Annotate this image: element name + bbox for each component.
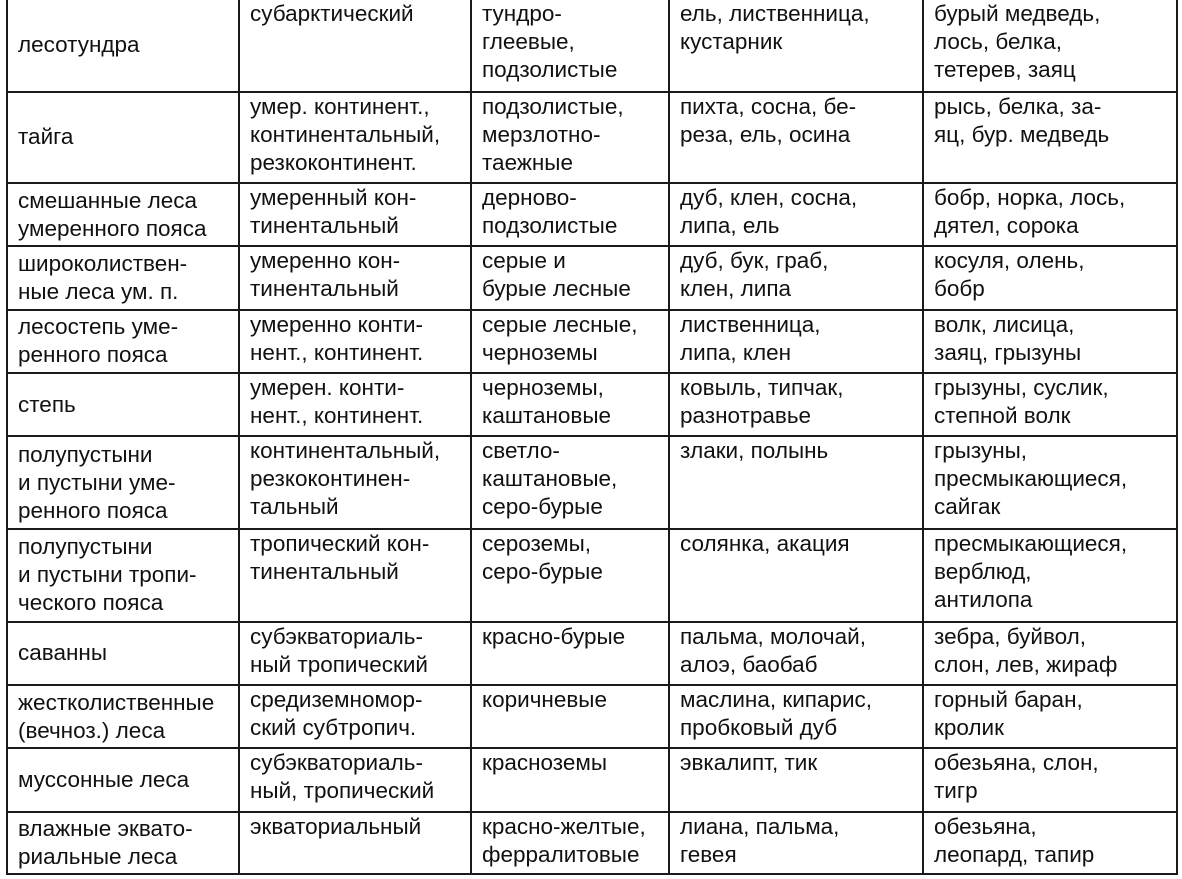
- animals-cell: косуля, олень, бобр: [923, 246, 1176, 309]
- animals-cell: грызуны, суслик, степной волк: [923, 373, 1176, 436]
- climate-cell: субарктический: [239, 0, 471, 92]
- animals-cell: зебра, буйвол, слон, лев, жираф: [923, 622, 1176, 685]
- zone-cell: широколиствен- ные леса ум. п.: [8, 246, 239, 309]
- soil-cell: сероземы, серо-бурые: [471, 529, 669, 622]
- plants-cell: дуб, бук, граб, клен, липа: [669, 246, 923, 309]
- table-body: [8, 0, 1176, 873]
- animals-cell: грызуны, пресмыкающиеся, сайгак: [923, 436, 1176, 529]
- plants-cell: ель, лиственница, кустарник: [669, 0, 923, 92]
- soil-cell: светло- каштановые, серо-бурые: [471, 436, 669, 529]
- plants-cell: дуб, клен, сосна, липа, ель: [669, 183, 923, 246]
- plants-cell: лиана, пальма, гевея: [669, 812, 923, 873]
- plants-cell: эвкалипт, тик: [669, 748, 923, 811]
- soil-cell: черноземы, каштановые: [471, 373, 669, 436]
- soil-cell: серые лесные, черноземы: [471, 310, 669, 373]
- table-row: [8, 92, 1176, 184]
- natural-zones-table: [8, 0, 1176, 873]
- zone-cell: полупустыни и пустыни тропи- ческого пояса: [8, 529, 239, 622]
- plants-cell: пальма, молочай, алоэ, баобаб: [669, 622, 923, 685]
- natural-zones-table-frame: [6, 0, 1178, 875]
- soil-cell: дерново- подзолистые: [471, 183, 669, 246]
- climate-cell: экваториальный: [239, 812, 471, 873]
- table-row: [8, 310, 1176, 373]
- zone-cell: жестколиственные (вечноз.) леса: [8, 685, 239, 748]
- soil-cell: серые и бурые лесные: [471, 246, 669, 309]
- plants-cell: маслина, кипарис, пробковый дуб: [669, 685, 923, 748]
- animals-cell: волк, лисица, заяц, грызуны: [923, 310, 1176, 373]
- animals-cell: обезьяна, слон, тигр: [923, 748, 1176, 811]
- table-row: [8, 748, 1176, 811]
- soil-cell: красно-желтые, ферралитовые: [471, 812, 669, 873]
- climate-cell: средиземномор- ский субтропич.: [239, 685, 471, 748]
- animals-cell: бобр, норка, лось, дятел, сорока: [923, 183, 1176, 246]
- table-row: [8, 0, 1176, 92]
- climate-cell: умеренный кон- тинентальный: [239, 183, 471, 246]
- animals-cell: рысь, белка, за- яц, бур. медведь: [923, 92, 1176, 184]
- plants-cell: лиственница, липа, клен: [669, 310, 923, 373]
- climate-cell: субэкваториаль- ный тропический: [239, 622, 471, 685]
- table-row: [8, 436, 1176, 529]
- zone-cell: лесостепь уме- ренного пояса: [8, 310, 239, 373]
- table-row: [8, 246, 1176, 309]
- zone-cell: степь: [8, 373, 239, 436]
- soil-cell: тундро- глеевые, подзолистые: [471, 0, 669, 92]
- table-row: [8, 183, 1176, 246]
- climate-cell: умер. континент., континентальный, резкоконтинент.: [239, 92, 471, 184]
- zone-cell: лесотундра: [8, 0, 239, 92]
- animals-cell: бурый медведь, лось, белка, тетерев, заяц: [923, 0, 1176, 92]
- table-row: [8, 812, 1176, 873]
- zone-cell: влажные эквато- риальные леса: [8, 812, 239, 873]
- plants-cell: солянка, акация: [669, 529, 923, 622]
- plants-cell: ковыль, типчак, разнотравье: [669, 373, 923, 436]
- zone-cell: смешанные леса умеренного пояса: [8, 183, 239, 246]
- climate-cell: субэкваториаль- ный, тропический: [239, 748, 471, 811]
- soil-cell: подзолистые, мерзлотно- таежные: [471, 92, 669, 184]
- climate-cell: тропический кон- тинентальный: [239, 529, 471, 622]
- animals-cell: пресмыкающиеся, верблюд, антилопа: [923, 529, 1176, 622]
- plants-cell: злаки, полынь: [669, 436, 923, 529]
- zone-cell: полупустыни и пустыни уме- ренного пояса: [8, 436, 239, 529]
- climate-cell: умеренно конти- нент., континент.: [239, 310, 471, 373]
- soil-cell: красно-бурые: [471, 622, 669, 685]
- animals-cell: горный баран, кролик: [923, 685, 1176, 748]
- table-row: [8, 373, 1176, 436]
- plants-cell: пихта, сосна, бе- реза, ель, осина: [669, 92, 923, 184]
- zone-cell: саванны: [8, 622, 239, 685]
- table-row: [8, 529, 1176, 622]
- soil-cell: красноземы: [471, 748, 669, 811]
- climate-cell: умерен. конти- нент., континент.: [239, 373, 471, 436]
- zone-cell: муссонные леса: [8, 748, 239, 811]
- soil-cell: коричневые: [471, 685, 669, 748]
- animals-cell: обезьяна, леопард, тапир: [923, 812, 1176, 873]
- table-row: [8, 622, 1176, 685]
- zone-cell: тайга: [8, 92, 239, 184]
- table-row: [8, 685, 1176, 748]
- climate-cell: континентальный, резкоконтинен- тальный: [239, 436, 471, 529]
- climate-cell: умеренно кон- тинентальный: [239, 246, 471, 309]
